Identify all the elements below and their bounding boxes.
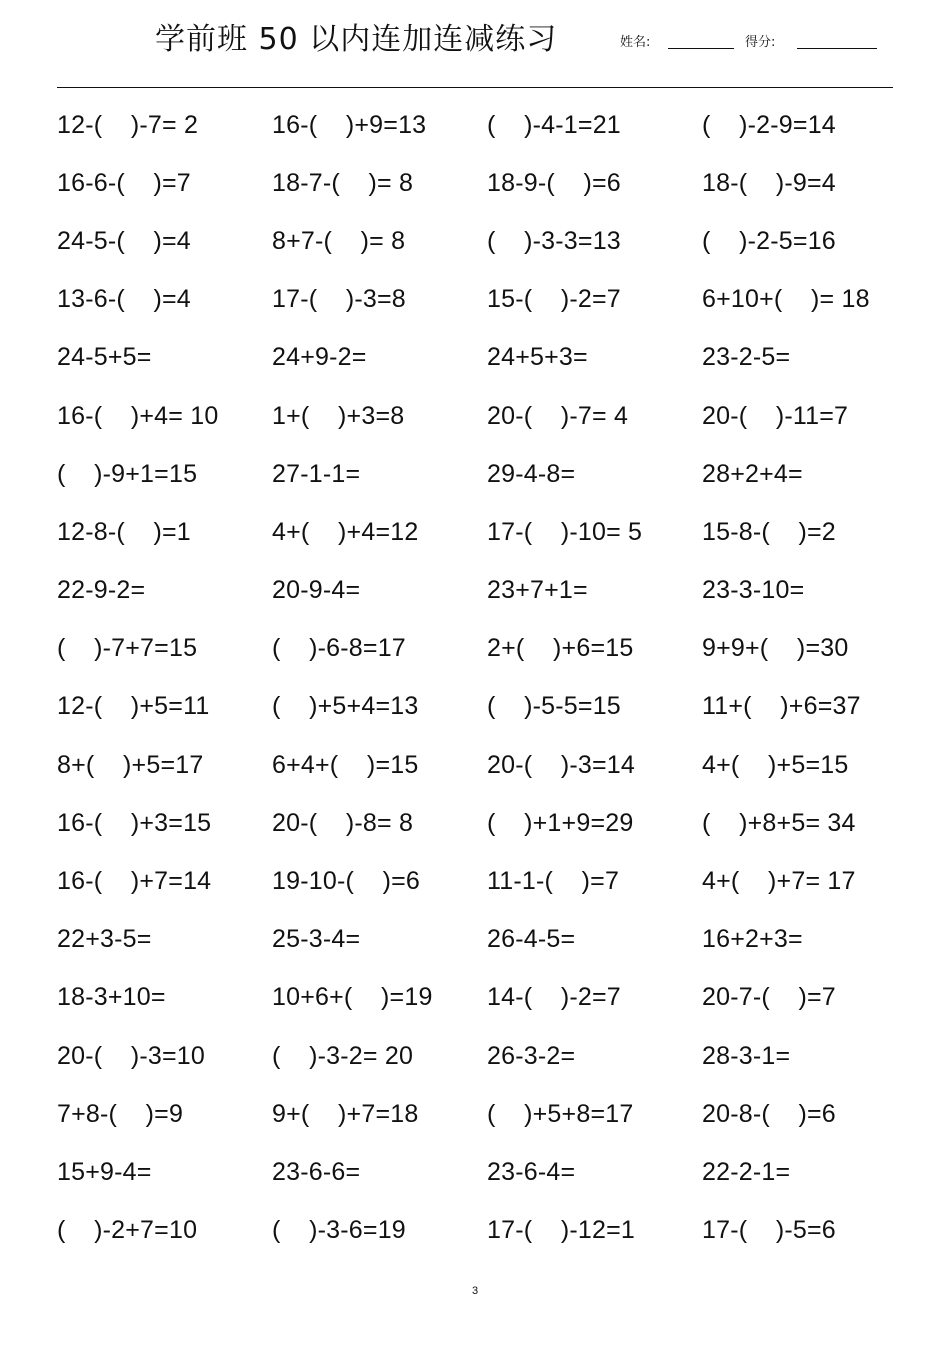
math-problem: 15+9-4= xyxy=(57,1157,152,1186)
math-problem: ( )-9+1=15 xyxy=(57,459,198,488)
math-problem: 20-( )-8= 8 xyxy=(272,808,414,837)
math-problem: ( )-6-8=17 xyxy=(272,634,406,663)
math-problem: 28+2+4= xyxy=(702,459,803,488)
math-problem: ( )+1+9=29 xyxy=(487,808,634,837)
math-problem: 20-( )-3=10 xyxy=(57,1041,206,1070)
math-problem: 13-6-( )=4 xyxy=(57,285,191,314)
problem-row xyxy=(57,96,917,154)
problem-row xyxy=(57,1085,917,1143)
math-problem: 19-10-( )=6 xyxy=(272,867,421,896)
math-problem: 18-3+10= xyxy=(57,983,166,1012)
math-problem: 10+6+( )=19 xyxy=(272,983,433,1012)
math-problem: 2+( )+6=15 xyxy=(487,634,634,663)
math-problem: 12-( )+5=11 xyxy=(57,692,210,721)
math-problem: 4+( )+5=15 xyxy=(702,750,849,779)
math-problem: 17-( )-12=1 xyxy=(487,1216,636,1245)
math-problem: 27-1-1= xyxy=(272,459,361,488)
problem-grid xyxy=(57,96,917,1260)
math-problem: 24+9-2= xyxy=(272,343,367,372)
math-problem: 24-5-( )=4 xyxy=(57,226,191,255)
math-problem: ( )+5+8=17 xyxy=(487,1099,634,1128)
math-problem: 17-( )-3=8 xyxy=(272,285,406,314)
math-problem: ( )-3-2= 20 xyxy=(272,1041,414,1070)
problem-row xyxy=(57,1143,917,1201)
math-problem: 15-( )-2=7 xyxy=(487,285,621,314)
score-label: 得分: xyxy=(745,35,776,50)
page-number: 3 xyxy=(471,1285,479,1297)
math-problem: ( )-2-5=16 xyxy=(702,226,836,255)
problem-row xyxy=(57,329,917,387)
math-problem: 12-( )-7= 2 xyxy=(57,110,199,139)
score-blank xyxy=(797,48,877,49)
math-problem: 4+( )+4=12 xyxy=(272,517,419,546)
problem-row xyxy=(57,852,917,910)
worksheet-title: 学前班 50 以内连加连减练习 xyxy=(155,22,558,57)
math-problem: 16-( )+3=15 xyxy=(57,808,212,837)
math-problem: ( )-2-9=14 xyxy=(702,110,836,139)
math-problem: 17-( )-10= 5 xyxy=(487,517,643,546)
problem-row xyxy=(57,1202,917,1260)
math-problem: ( )-3-6=19 xyxy=(272,1216,406,1245)
math-problem: 8+( )+5=17 xyxy=(57,750,204,779)
problem-row xyxy=(57,911,917,969)
problem-row xyxy=(57,620,917,678)
math-problem: 23+7+1= xyxy=(487,576,588,605)
problem-row xyxy=(57,736,917,794)
math-problem: 24+5+3= xyxy=(487,343,588,372)
math-problem: 29-4-8= xyxy=(487,459,576,488)
math-problem: 6+10+( )= 18 xyxy=(702,285,870,314)
math-problem: ( )-7+7=15 xyxy=(57,634,198,663)
math-problem: 25-3-4= xyxy=(272,925,361,954)
math-problem: 9+( )+7=18 xyxy=(272,1099,419,1128)
math-problem: 22+3-5= xyxy=(57,925,152,954)
math-problem: 4+( )+7= 17 xyxy=(702,867,856,896)
math-problem: 6+4+( )=15 xyxy=(272,750,419,779)
math-problem: 17-( )-5=6 xyxy=(702,1216,836,1245)
math-problem: 18-7-( )= 8 xyxy=(272,168,414,197)
math-problem: 20-7-( )=7 xyxy=(702,983,836,1012)
problem-row xyxy=(57,678,917,736)
math-problem: 11-1-( )=7 xyxy=(487,867,620,896)
problem-row xyxy=(57,387,917,445)
math-problem: 22-9-2= xyxy=(57,576,146,605)
math-problem: 9+9+( )=30 xyxy=(702,634,849,663)
math-problem: ( )-3-3=13 xyxy=(487,226,621,255)
math-problem: 20-9-4= xyxy=(272,576,361,605)
problem-row xyxy=(57,503,917,561)
math-problem: 20-( )-7= 4 xyxy=(487,401,629,430)
math-problem: 23-3-10= xyxy=(702,576,805,605)
name-label: 姓名: xyxy=(620,35,651,50)
math-problem: 23-6-6= xyxy=(272,1157,361,1186)
math-problem: 20-( )-11=7 xyxy=(702,401,849,430)
math-problem: 12-8-( )=1 xyxy=(57,517,191,546)
math-problem: 14-( )-2=7 xyxy=(487,983,621,1012)
math-problem: 23-6-4= xyxy=(487,1157,576,1186)
math-problem: 24-5+5= xyxy=(57,343,152,372)
math-problem: 28-3-1= xyxy=(702,1041,791,1070)
math-problem: 7+8-( )=9 xyxy=(57,1099,184,1128)
problem-row xyxy=(57,794,917,852)
math-problem: 18-9-( )=6 xyxy=(487,168,621,197)
problem-row xyxy=(57,1027,917,1085)
math-problem: 22-2-1= xyxy=(702,1157,791,1186)
math-problem: 16-( )+7=14 xyxy=(57,867,212,896)
problem-row xyxy=(57,562,917,620)
math-problem: 26-3-2= xyxy=(487,1041,576,1070)
problem-row xyxy=(57,212,917,270)
math-problem: ( )+8+5= 34 xyxy=(702,808,856,837)
math-problem: 15-8-( )=2 xyxy=(702,517,836,546)
problem-row xyxy=(57,154,917,212)
math-problem: 23-2-5= xyxy=(702,343,791,372)
problem-row xyxy=(57,445,917,503)
math-problem: 26-4-5= xyxy=(487,925,576,954)
problem-row xyxy=(57,969,917,1027)
math-problem: 1+( )+3=8 xyxy=(272,401,405,430)
math-problem: ( )-2+7=10 xyxy=(57,1216,198,1245)
math-problem: ( )+5+4=13 xyxy=(272,692,419,721)
math-problem: 16-( )+4= 10 xyxy=(57,401,219,430)
problem-row xyxy=(57,271,917,329)
header-divider xyxy=(57,87,893,88)
math-problem: 16+2+3= xyxy=(702,925,803,954)
math-problem: ( )-4-1=21 xyxy=(487,110,621,139)
math-problem: 16-6-( )=7 xyxy=(57,168,191,197)
math-problem: 20-8-( )=6 xyxy=(702,1099,836,1128)
math-problem: 20-( )-3=14 xyxy=(487,750,636,779)
math-problem: 18-( )-9=4 xyxy=(702,168,836,197)
name-blank xyxy=(668,48,734,49)
math-problem: ( )-5-5=15 xyxy=(487,692,621,721)
math-problem: 8+7-( )= 8 xyxy=(272,226,406,255)
math-problem: 16-( )+9=13 xyxy=(272,110,427,139)
math-problem: 11+( )+6=37 xyxy=(702,692,861,721)
worksheet-header xyxy=(0,0,950,90)
